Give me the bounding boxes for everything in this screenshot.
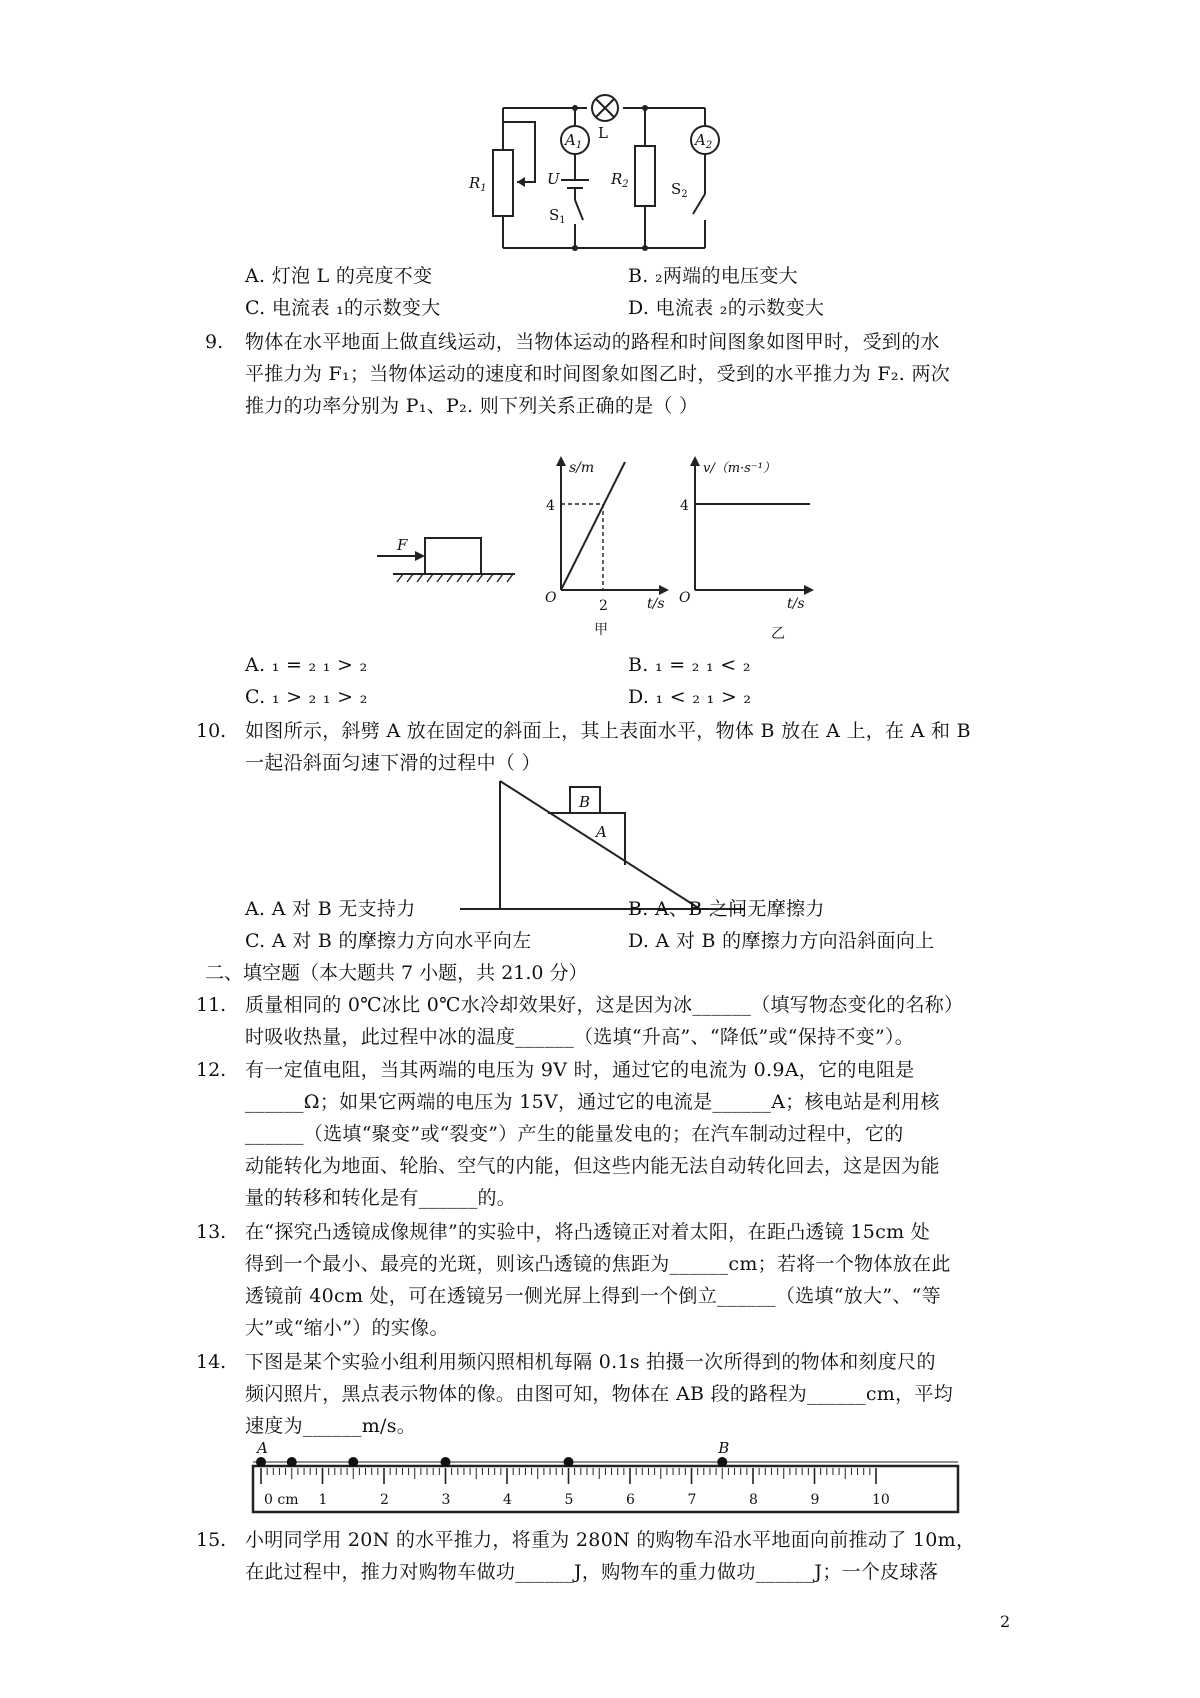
q13-number: 13. [196, 1221, 227, 1243]
q9-option-a: A. ₁ = ₂ ₁ > ₂ [245, 654, 368, 676]
q10-line-1: 如图所示，斜劈 A 放在固定的斜面上，其上表面水平，物体 B 放在 A 上，在 A 和 B [245, 720, 971, 742]
motion-graphs-figure [365, 450, 840, 645]
q13-line-3: 透镜前 40cm 处，可在透镜另一侧光屏上得到一个倒立______（选填“放大”、“等 [245, 1285, 941, 1307]
flash-dot [717, 1457, 727, 1467]
q10-number: 10. [196, 720, 227, 742]
jia-ytick: 4 [546, 498, 555, 514]
flash-dot [348, 1457, 358, 1467]
q8-option-c: C. 电流表 ₁的示数变大 [245, 297, 441, 319]
block-b-label: B [579, 793, 591, 811]
source-label: U [547, 170, 560, 188]
q13-line-1: 在“探究凸透镜成像规律”的实验中，将凸透镜正对着太阳，在距凸透镜 15cm 处 [245, 1221, 931, 1243]
ruler-tick-label: 9 [810, 1492, 820, 1508]
q14-line-3: 速度为______m/s。 [245, 1415, 417, 1437]
jia-ylabel: s/m [569, 460, 595, 476]
ruler-tick-label: 6 [626, 1492, 635, 1508]
circuit-diagram [465, 88, 740, 260]
flash-dot [256, 1457, 266, 1467]
q11-line-2: 时吸收热量，此过程中冰的温度______（选填“升高”、“降低”或“保持不变”）。 [245, 1026, 915, 1048]
q14-number: 14. [196, 1351, 227, 1373]
flash-dot [287, 1457, 297, 1467]
yi-ylabel: v/（m·s⁻¹） [703, 461, 776, 476]
ruler-tick-label: 2 [380, 1492, 389, 1508]
page-number: 2 [1000, 1612, 1011, 1631]
q9-line-1: 物体在水平地面上做直线运动，当物体运动的路程和时间图象如图甲时，受到的水 [245, 331, 940, 353]
incline-figure [460, 775, 750, 915]
point-a-label: A [257, 1440, 268, 1457]
section-heading: 二、填空题（本大题共 7 小题，共 21.0 分） [205, 962, 588, 984]
ammeter-a2-label: $A_2$ [695, 131, 713, 151]
q12-number: 12. [196, 1059, 227, 1081]
q9-option-b: B. ₁ = ₂ ₁ < ₂ [628, 654, 751, 676]
q11-line-1: 质量相同的 0℃冰比 0℃水冷却效果好，这是因为冰______（填写物态变化的名称） [245, 994, 964, 1016]
q11-number: 11. [196, 994, 227, 1016]
ruler-tick-label: 10 [872, 1492, 890, 1508]
q9-option-c: C. ₁ > ₂ ₁ > ₂ [245, 686, 368, 708]
q14-line-1: 下图是某个实验小组利用频闪照相机每隔 0.1s 拍摄一次所得到的物体和刻度尺的 [245, 1351, 936, 1373]
q8-option-b: B. ₂两端的电压变大 [628, 265, 798, 287]
q15-line-1: 小明同学用 20N 的水平推力，将重为 280N 的购物车沿水平地面向前推动了 10m， [245, 1529, 976, 1551]
ruler-tick-label: 5 [564, 1492, 574, 1508]
yi-caption: 乙 [771, 626, 785, 642]
q9-line-3: 推力的功率分别为 P₁、P₂. 则下列关系正确的是（ ） [245, 395, 699, 417]
q10-option-b: B. A、B 之间无摩擦力 [628, 898, 825, 920]
ruler-figure [248, 1440, 968, 1515]
q15-line-2: 在此过程中，推力对购物车做功______J，购物车的重力做功______J；一个皮球落 [245, 1561, 939, 1583]
force-label: F [397, 536, 408, 554]
ruler-tick-label: 4 [503, 1492, 512, 1508]
wedge-a-label: A [596, 823, 607, 841]
ruler-tick-label: 1 [318, 1492, 328, 1508]
jia-origin: O [545, 590, 557, 606]
q12-line-1: 有一定值电阻，当其两端的电压为 9V 时，通过它的电流为 0.9A，它的电阻是 [245, 1059, 915, 1081]
jia-caption: 甲 [594, 622, 608, 638]
q10-line-2: 一起沿斜面匀速下滑的过程中（ ） [245, 752, 541, 774]
q8-option-a: A. 灯泡 L 的亮度不变 [245, 265, 433, 287]
q9-number: 9. [205, 331, 224, 353]
r1-label: $R_1$ [469, 174, 487, 194]
yi-xlabel: t/s [787, 596, 805, 612]
yi-origin: O [679, 590, 691, 606]
flash-dot [441, 1457, 451, 1467]
s1-label: $S_1$ [549, 206, 566, 226]
flash-dot [564, 1457, 574, 1467]
q14-line-2: 频闪照片，黑点表示物体的像。由图可知，物体在 AB 段的路程为______cm，平均 [245, 1383, 954, 1405]
q13-line-4: 大”或“缩小”）的实像。 [245, 1317, 449, 1339]
ruler-tick-label: 7 [687, 1492, 697, 1508]
q10-option-d: D. A 对 B 的摩擦力方向沿斜面向上 [628, 930, 935, 952]
q9-option-d: D. ₁ < ₂ ₁ > ₂ [628, 686, 752, 708]
jia-xlabel: t/s [647, 596, 665, 612]
ruler-tick-label: 8 [749, 1492, 758, 1508]
lamp-label: L [598, 124, 608, 142]
q13-line-2: 得到一个最小、最亮的光斑，则该凸透镜的焦距为______cm；若将一个物体放在此 [245, 1253, 951, 1275]
q15-number: 15. [196, 1529, 227, 1551]
q8-option-d: D. 电流表 ₂的示数变大 [628, 297, 825, 319]
jia-xtick: 2 [599, 598, 608, 614]
ruler-tick-label: 0 cm [264, 1492, 299, 1508]
q12-line-5: 量的转移和转化是有______的。 [245, 1187, 517, 1209]
ammeter-a1-label: $A_1$ [565, 131, 583, 151]
ruler-tick-label: 3 [441, 1492, 451, 1508]
point-b-label: B [718, 1440, 730, 1457]
q12-line-2: ______Ω；如果它两端的电压为 15V，通过它的电流是______A；核电站是利用核 [245, 1091, 940, 1113]
q9-line-2: 平推力为 F₁；当物体运动的速度和时间图象如图乙时，受到的水平推力为 F₂. 两次 [245, 363, 951, 385]
q10-option-c: C. A 对 B 的摩擦力方向水平向左 [245, 930, 532, 952]
q12-line-3: ______（选填“聚变”或“裂变”）产生的能量发电的；在汽车制动过程中，它的 [245, 1123, 904, 1145]
yi-ytick: 4 [680, 498, 689, 514]
s2-label: $S_2$ [671, 180, 688, 200]
q10-option-a: A. A 对 B 无支持力 [245, 898, 416, 920]
r2-label: $R_2$ [611, 170, 629, 190]
q12-line-4: 动能转化为地面、轮胎、空气的内能，但这些内能无法自动转化回去，这是因为能 [245, 1155, 940, 1177]
